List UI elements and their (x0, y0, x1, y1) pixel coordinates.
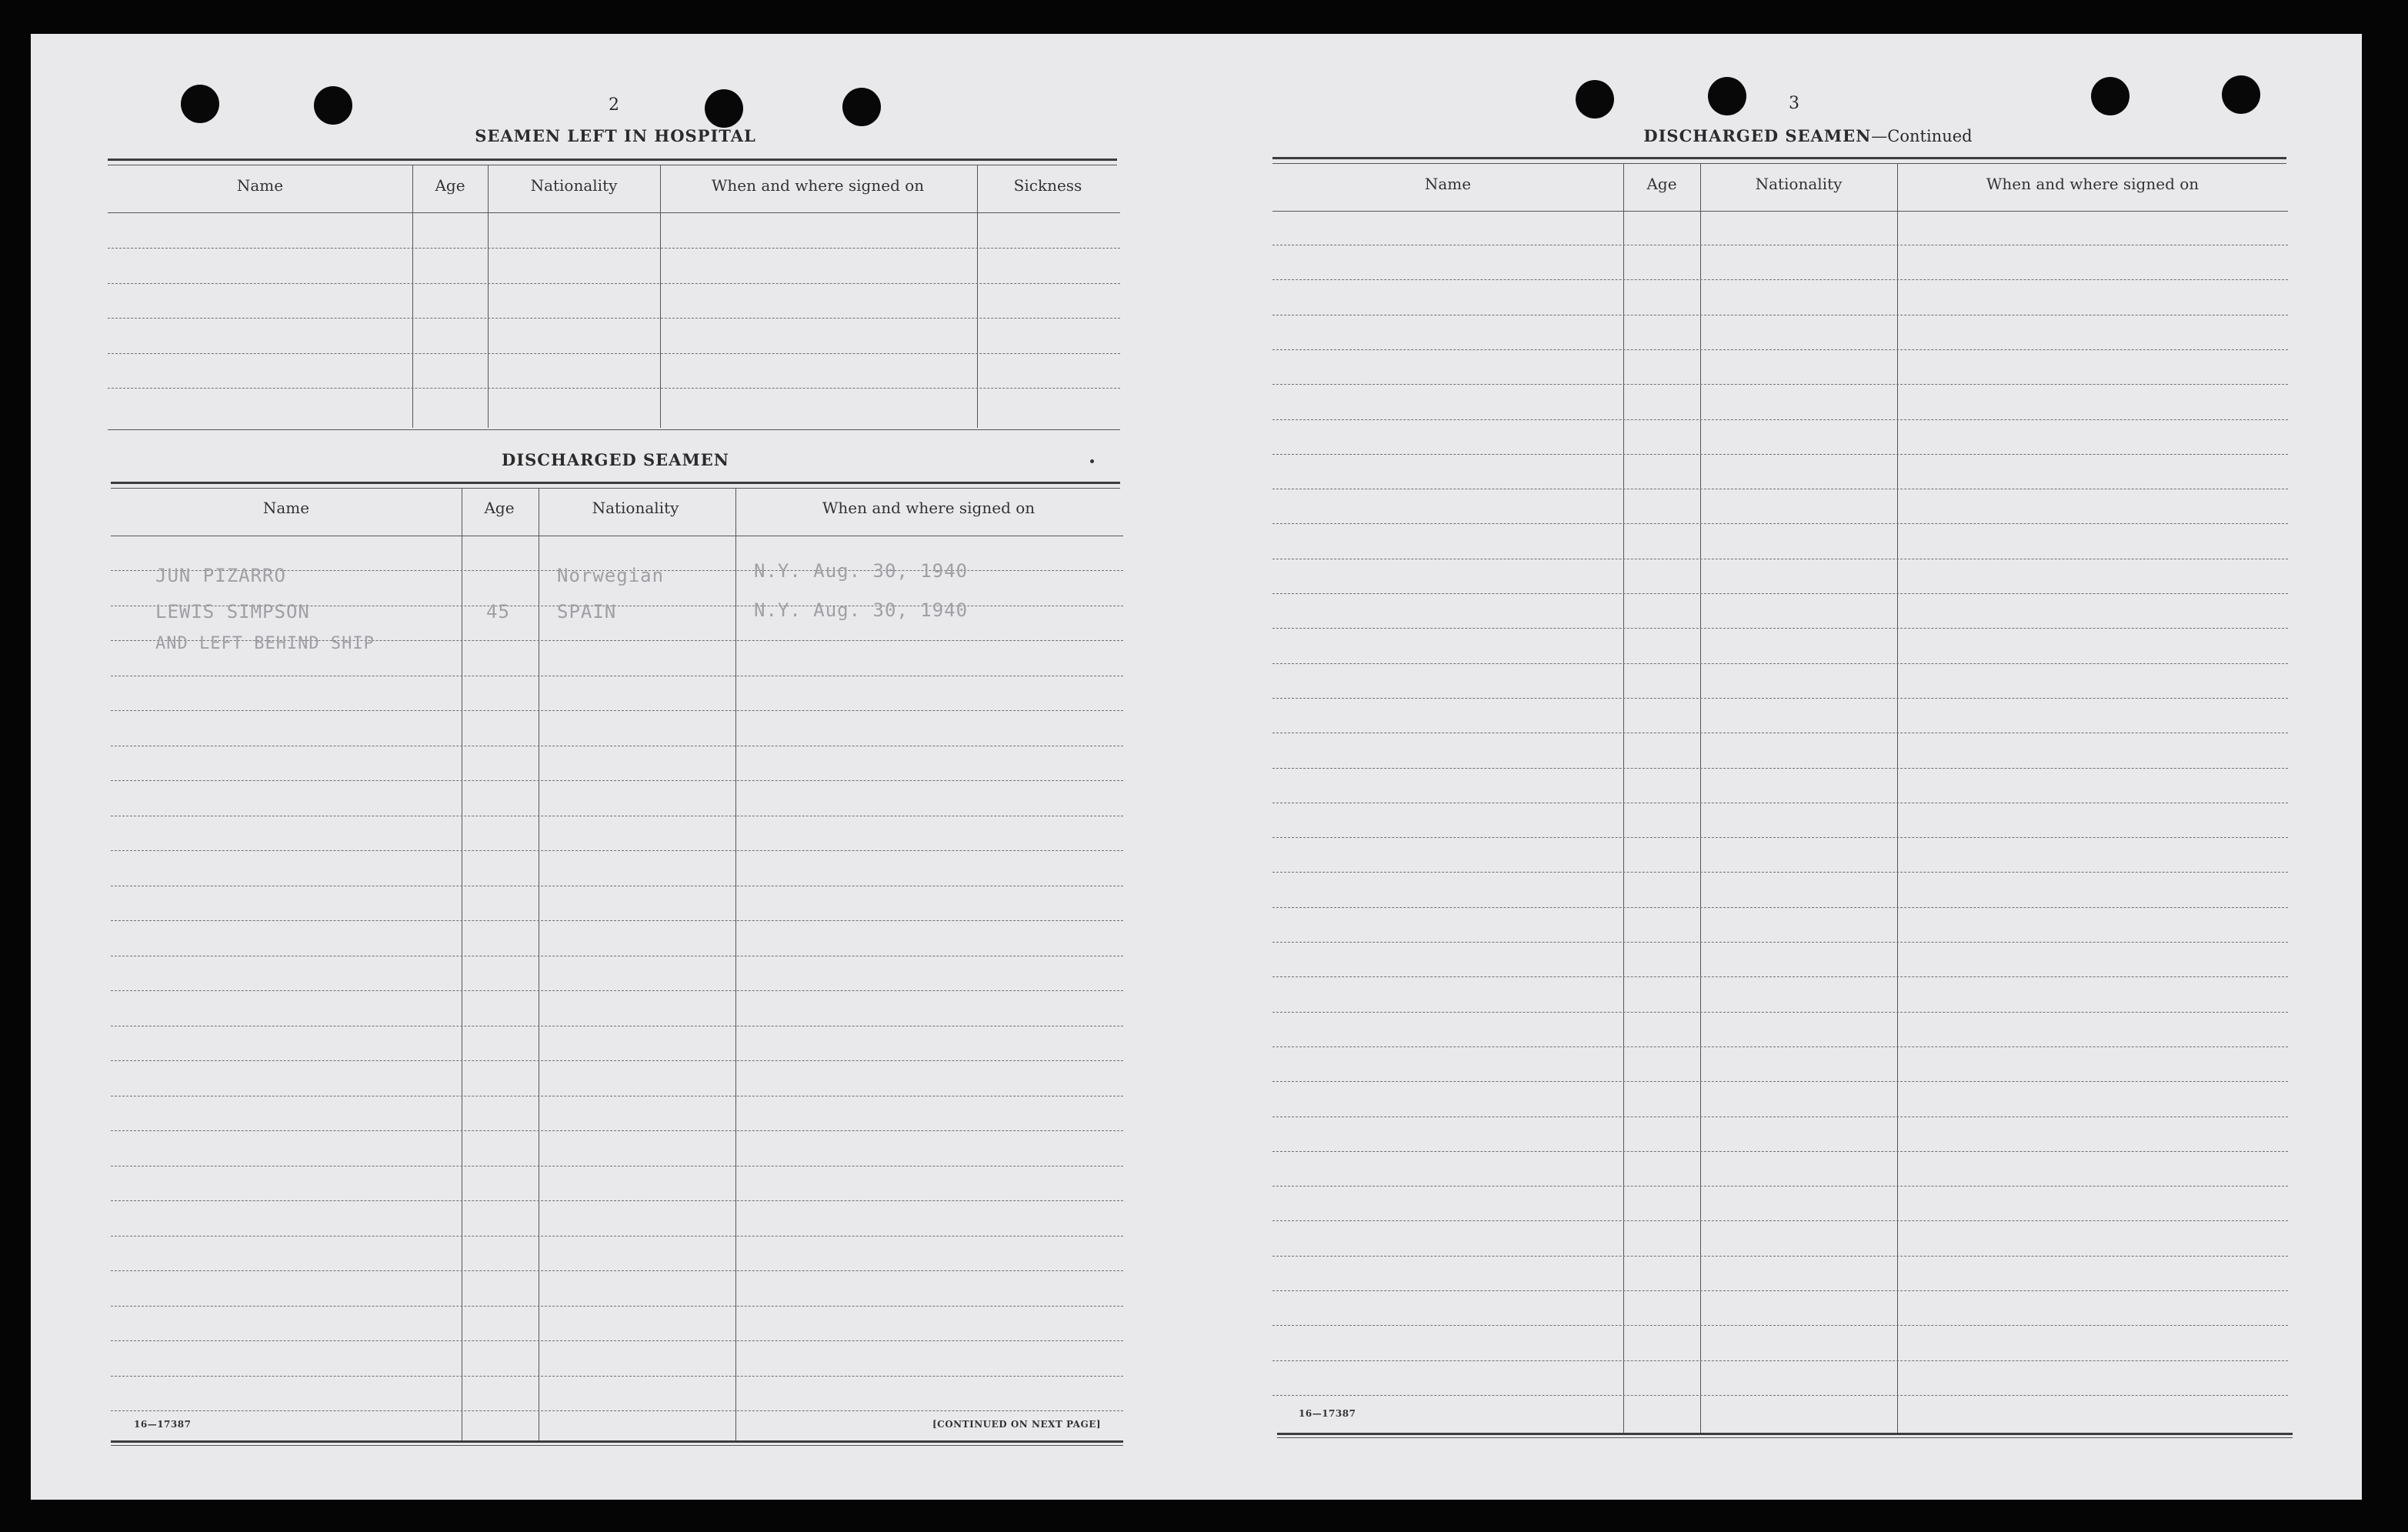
table-row-line (1272, 1325, 2288, 1326)
table-row-line (111, 710, 1123, 711)
table-row-line (1272, 976, 2288, 977)
table-row-line (111, 850, 1123, 851)
right-header-signed-on: When and where signed on (1986, 175, 2200, 193)
table-row-line (111, 1376, 1123, 1377)
hospital-header-sickness: Sickness (1013, 176, 1082, 195)
table-row-line (111, 1130, 1123, 1131)
entry-name-2: LEWIS SIMPSON (155, 601, 310, 622)
discharged-continued-title-main: DISCHARGED SEAMEN (1643, 126, 1872, 145)
discharged-header-name: Name (262, 499, 310, 517)
table-row-line (108, 318, 1120, 319)
right-header-name: Name (1424, 175, 1472, 193)
table-row-line (1272, 1081, 2288, 1082)
table-row-line (1272, 837, 2288, 838)
table-row-line (1272, 454, 2288, 455)
table-row-line (1272, 663, 2288, 664)
hospital-header-age: Age (435, 176, 465, 195)
table-row-line (1272, 872, 2288, 873)
table-row-line (1272, 1395, 2288, 1396)
punch-hole (181, 85, 219, 123)
hospital-header-signed-on: When and where signed on (711, 176, 925, 195)
table-row-line (1272, 523, 2288, 524)
table-row-line (111, 1060, 1123, 1061)
table-row-line (108, 388, 1120, 389)
entry-signed-on-1: N.Y. Aug. 30, 1940 (754, 560, 969, 582)
table-row-line (111, 780, 1123, 781)
table-row-line (1272, 1116, 2288, 1117)
punch-hole (2222, 75, 2260, 114)
entry-signed-on-2: N.Y. Aug. 30, 1940 (754, 599, 969, 621)
table-row-line (1272, 1290, 2288, 1291)
form-sheet (31, 34, 2362, 1500)
table-row-line (111, 1306, 1123, 1307)
table-row-line (1272, 907, 2288, 908)
table-row-line (111, 1166, 1123, 1167)
table-row-line (1272, 1046, 2288, 1047)
punch-hole (2091, 77, 2130, 115)
table-row-line (111, 990, 1123, 991)
discharged-section-title: DISCHARGED SEAMEN (502, 450, 729, 469)
table-row-line (111, 1200, 1123, 1201)
discharged-continued-title (1569, 126, 2046, 145)
entry-nationality-1: Norwegian (557, 565, 665, 586)
discharged-header-age: Age (484, 499, 515, 517)
table-row-line (108, 248, 1120, 249)
discharged-bottom-rule (111, 1440, 1123, 1443)
hospital-section-title: SEAMEN LEFT IN HOSPITAL (475, 126, 756, 145)
form-number-left: 16—17387 (134, 1419, 192, 1430)
punch-hole (1708, 77, 1746, 115)
table-row-line (1272, 1186, 2288, 1187)
table-row-line (1272, 1256, 2288, 1257)
table-row-line (1272, 628, 2288, 629)
hospital-header-name: Name (236, 176, 284, 195)
table-row-line (1272, 593, 2288, 594)
entry-age-2: 45 (486, 601, 510, 622)
punch-hole (842, 88, 881, 126)
table-row-line (1272, 419, 2288, 420)
hospital-header-nationality: Nationality (530, 176, 618, 195)
punch-hole (314, 86, 352, 125)
table-row-line (1272, 698, 2288, 699)
right-top-rule (1272, 157, 2286, 159)
table-row-line (111, 1340, 1123, 1341)
table-row-line (111, 920, 1123, 921)
table-row-line (1272, 349, 2288, 350)
form-number-right: 16—17387 (1299, 1408, 1356, 1419)
discharged-header-nationality: Nationality (592, 499, 679, 517)
table-row-line (1272, 1360, 2288, 1361)
table-row-line (111, 1410, 1123, 1411)
table-row-line (1272, 942, 2288, 943)
table-row-line (1272, 1151, 2288, 1152)
table-row-line (108, 353, 1120, 354)
table-row-line (1272, 1012, 2288, 1013)
table-row-line (108, 283, 1120, 284)
hospital-top-rule (108, 159, 1117, 161)
discharged-continued-title-suffix: —Continued (1871, 127, 1973, 145)
punch-hole (1576, 80, 1614, 118)
entry-name-3: AND LEFT BEHIND SHIP (155, 634, 375, 653)
entry-nationality-2: SPAIN (557, 601, 617, 622)
discharged-header-signed-on: When and where signed on (822, 499, 1036, 517)
right-bottom-rule (1277, 1433, 2293, 1435)
discharged-top-rule (111, 482, 1120, 484)
table-row-line (111, 1270, 1123, 1271)
continued-note: [CONTINUED ON NEXT PAGE] (932, 1419, 1102, 1430)
right-header-age: Age (1646, 175, 1677, 193)
entry-name-1: JUN PIZARRO (155, 565, 286, 586)
page-number-right: 3 (1789, 94, 1799, 113)
table-row-line (1272, 384, 2288, 385)
right-header-nationality: Nationality (1755, 175, 1843, 193)
table-row-line (111, 1236, 1123, 1237)
punch-hole (705, 89, 743, 128)
table-row-line (1272, 279, 2288, 280)
table-row-line (1272, 768, 2288, 769)
page-number-left: 2 (609, 95, 619, 115)
table-row-line (1272, 1220, 2288, 1221)
